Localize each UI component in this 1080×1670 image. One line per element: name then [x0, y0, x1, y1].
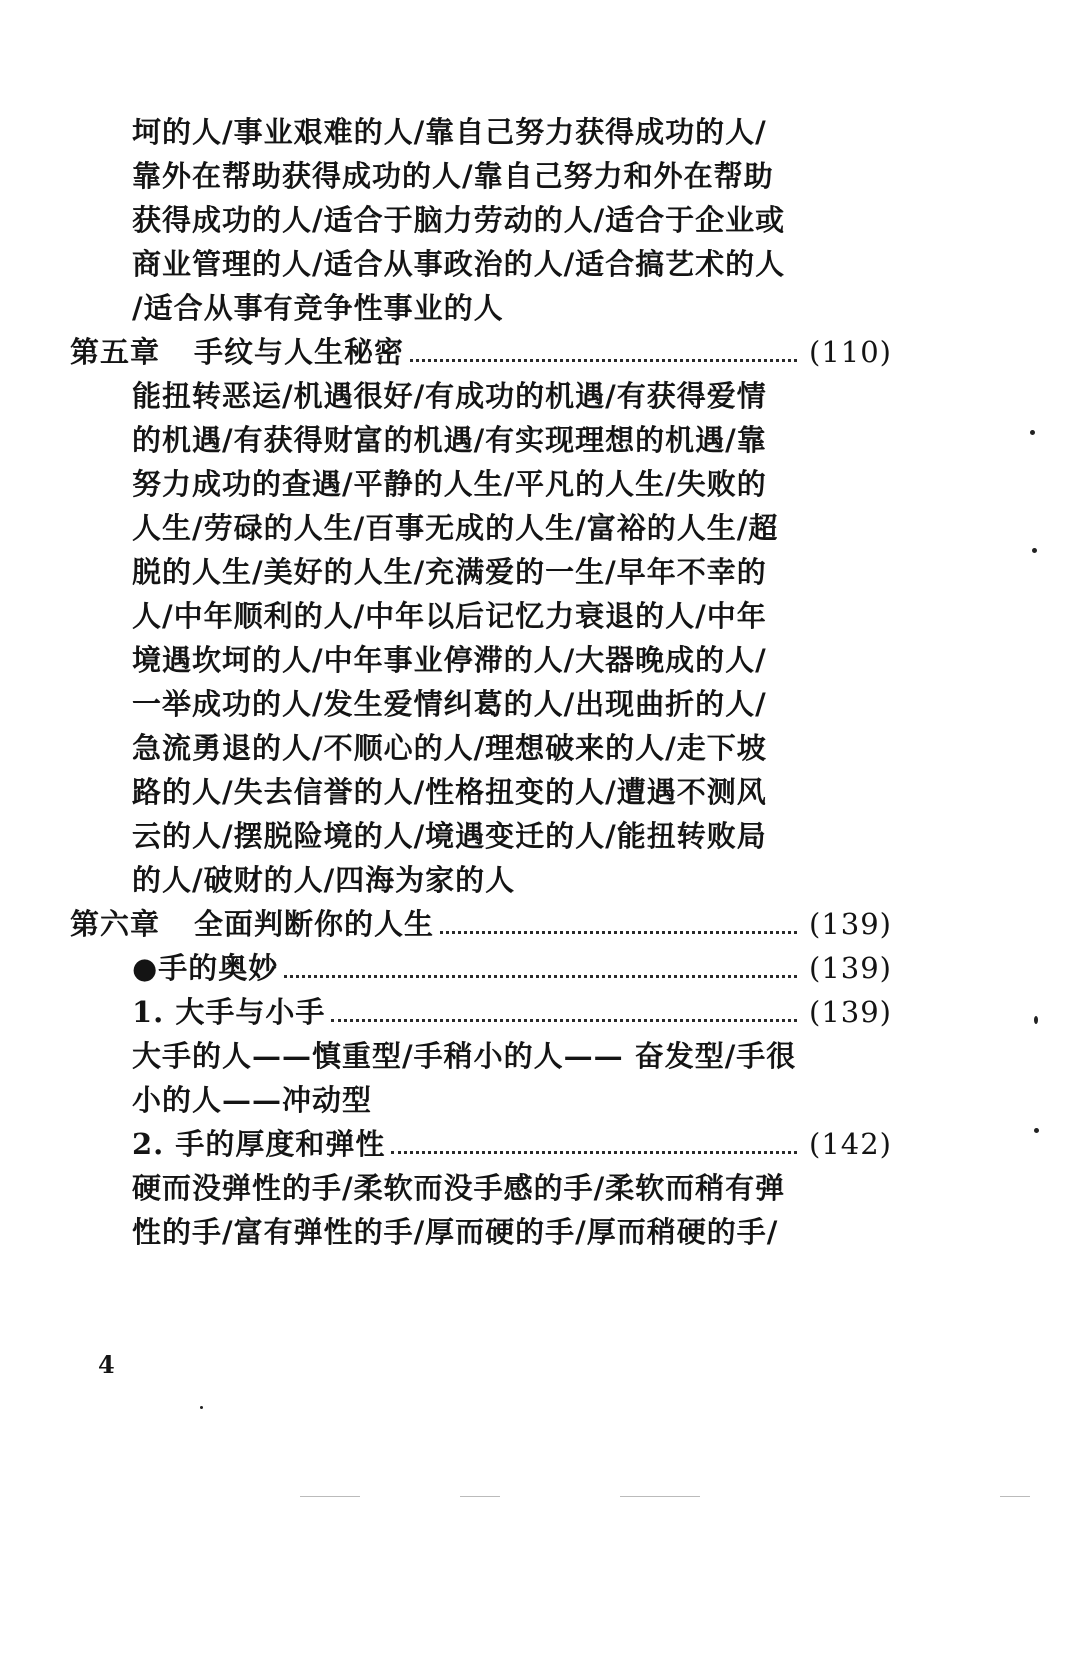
dot-leader [391, 1150, 797, 1154]
section-page-number: (142) [809, 1127, 892, 1161]
toc-text-line: 脱的人生/美好的人生/充满爱的一生/早年不幸的 [132, 555, 767, 589]
dot-leader [284, 974, 797, 978]
chapter-page-number: (139) [809, 907, 892, 941]
scan-mark [300, 1496, 360, 1497]
chapter-label: 第六章 [70, 907, 161, 941]
scan-mark [1000, 1496, 1030, 1497]
scan-mark [460, 1496, 500, 1497]
toc-text-line: 路的人/失去信誉的人/性格扭变的人/遭遇不测风 [132, 775, 767, 809]
scan-speck [1032, 548, 1037, 553]
toc-text-line: 小的人——冲动型 [132, 1083, 373, 1117]
toc-text-line: 人/中年顺利的人/中年以后记忆力衰退的人/中年 [132, 599, 767, 633]
toc-text-line: 大手的人——慎重型/手稍小的人—— 奋发型/手很 [132, 1039, 797, 1073]
toc-text-line: 的机遇/有获得财富的机遇/有实现理想的机遇/靠 [132, 423, 767, 457]
scan-speck [1034, 1128, 1039, 1133]
toc-text-line: 一举成功的人/发生爱情纠葛的人/出现曲折的人/ [132, 687, 767, 721]
toc-text-line: 性的手/富有弹性的手/厚而硬的手/厚而稍硬的手/ [132, 1215, 779, 1249]
toc-text-line: 坷的人/事业艰难的人/靠自己努力获得成功的人/ [132, 115, 767, 149]
chapter-page-number: (110) [809, 335, 892, 369]
scan-speck [1034, 1016, 1038, 1024]
chapter-label: 第五章 [70, 335, 161, 369]
dot-leader [331, 1018, 797, 1022]
toc-text-line: /适合从事有竞争性事业的人 [132, 291, 504, 325]
scan-mark [620, 1496, 700, 1497]
toc-section-1 [132, 992, 892, 1032]
dot-leader [440, 930, 797, 934]
chapter-title: 手纹与人生秘密 [194, 335, 405, 369]
section-title: 1. 大手与小手 [132, 995, 326, 1029]
toc-text-line: 获得成功的人/适合于脑力劳动的人/适合于企业或 [132, 203, 786, 237]
toc-text-line: 靠外在帮助获得成功的人/靠自己努力和外在帮助 [132, 159, 774, 193]
toc-text-line: 能扭转恶运/机遇很好/有成功的机遇/有获得爱情 [132, 379, 767, 413]
toc-text-line: 人生/劳碌的人生/百事无成的人生/富裕的人生/超 [132, 511, 779, 545]
toc-chapter-6 [70, 904, 892, 944]
toc-text-line: 境遇坎坷的人/中年事业停滞的人/大器晚成的人/ [132, 643, 767, 677]
toc-text-line: 急流勇退的人/不顺心的人/理想破来的人/走下坡 [132, 731, 767, 765]
toc-text-line: 硬而没弹性的手/柔软而没手感的手/柔软而稍有弹 [132, 1171, 786, 1205]
section-title: ●手的奥妙 [132, 951, 279, 985]
toc-section-2 [132, 1124, 892, 1164]
dot-leader [410, 358, 797, 362]
toc-text-line: 云的人/摆脱险境的人/境遇变迁的人/能扭转败局 [132, 819, 767, 853]
section-title: 2. 手的厚度和弹性 [132, 1127, 386, 1161]
toc-text-line: 努力成功的查遇/平静的人生/平凡的人生/失败的 [132, 467, 767, 501]
page-number: 4 [98, 1350, 115, 1379]
chapter-title: 全面判断你的人生 [194, 907, 435, 941]
toc-section-hand [132, 948, 892, 988]
scan-speck [1030, 430, 1035, 435]
section-page-number: (139) [809, 995, 892, 1029]
toc-chapter-5 [70, 332, 892, 372]
toc-text-line: 商业管理的人/适合从事政治的人/适合搞艺术的人 [132, 247, 786, 281]
section-page-number: (139) [809, 951, 892, 985]
scan-speck [200, 1406, 203, 1409]
toc-text-line: 的人/破财的人/四海为家的人 [132, 863, 516, 897]
